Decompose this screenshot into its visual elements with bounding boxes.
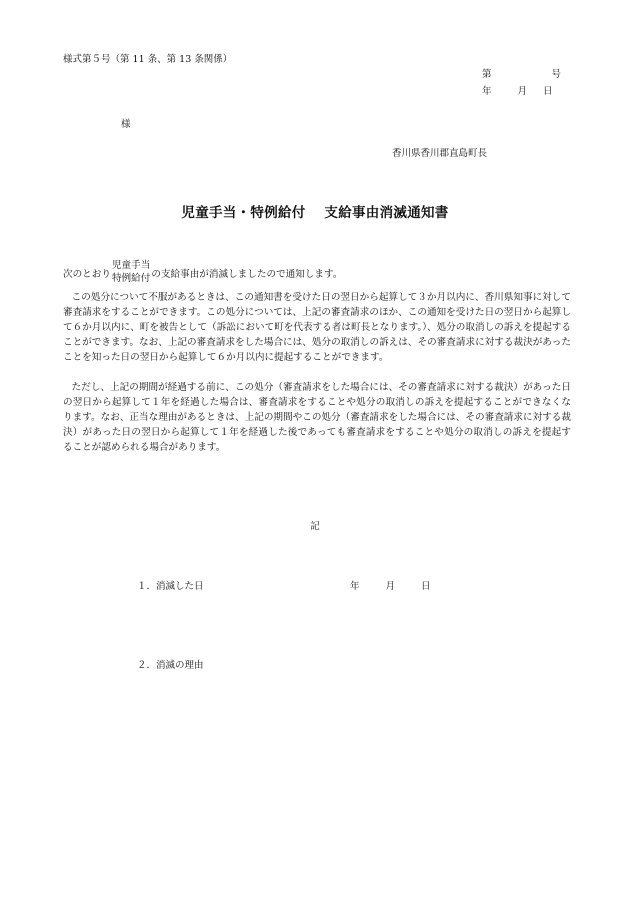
- option-child-allowance: 児童手当: [111, 260, 151, 271]
- extinction-month-label: 月: [385, 581, 396, 592]
- limitation-paragraph: ただし、上記の期間が経過する前に、この処分（審査請求をした場合には、その審査請求に対する裁決）があった日の翌日から起算して１年を経過した場合は、審査請求をすることや処分の取消しの訴えを提起することができなくなります。なお、正当な理由があるときは、上記の期間やこの処分（審査請求をした場合には、その審査請求に対する裁決）があった日の翌日から起算して１年を経過した後であっても審査請求をすることや処分の取消しの訴えを提起することが認められる場合があります。: [63, 382, 571, 454]
- option-special-benefit: 特例給付: [111, 272, 151, 284]
- extinction-year-label: 年: [350, 581, 360, 592]
- item-extinction-reason-label: ２．消滅の理由: [137, 660, 204, 671]
- issue-date: [482, 83, 553, 97]
- intro-line: [63, 260, 342, 285]
- document-number: [482, 66, 561, 80]
- benefit-type-options: [112, 260, 150, 285]
- doc-number-prefix: 第: [482, 69, 492, 80]
- issue-year-label: 年: [482, 86, 492, 97]
- doc-number-suffix: 号: [551, 69, 562, 80]
- intro-prefix: 次のとおり: [63, 268, 111, 280]
- issue-day-label: 日: [543, 86, 553, 97]
- sender-name: 香川県香川郡直島町長: [392, 148, 488, 159]
- document-title: 児童手当・特例給付 支給事由消滅通知書: [181, 205, 449, 221]
- extinction-day-label: 日: [421, 581, 431, 592]
- appeal-paragraph: この処分について不服があるときは、この通知書を受けた日の翌日から起算して３か月以内に、香川県知事に対して審査請求をすることができます。この処分については、上記の審査請求のほか、この通知を受けた日の翌日から起算して６か月以内に、町を被告として（訴訟において町を代表する者は町長となります。）、処分の取消しの訴えを提起することができます。なお、上記の審査請求をした場合には、処分の取消しの訴えは、その審査請求に対する裁決があったことを知った日の翌日から起算して６か月以内に提起することができます。: [63, 292, 571, 364]
- intro-suffix: の支給事由が消滅しましたので通知します。: [151, 268, 343, 280]
- ki-heading: 記: [310, 521, 320, 532]
- form-number: 様式第５号（第 11 条、第 13 条関係）: [63, 54, 233, 65]
- item-extinction-date-value: [350, 578, 431, 592]
- recipient-honorific: 様: [121, 119, 131, 130]
- item-extinction-date-label: １．消滅した日: [137, 581, 204, 592]
- issue-month-label: 月: [517, 86, 528, 97]
